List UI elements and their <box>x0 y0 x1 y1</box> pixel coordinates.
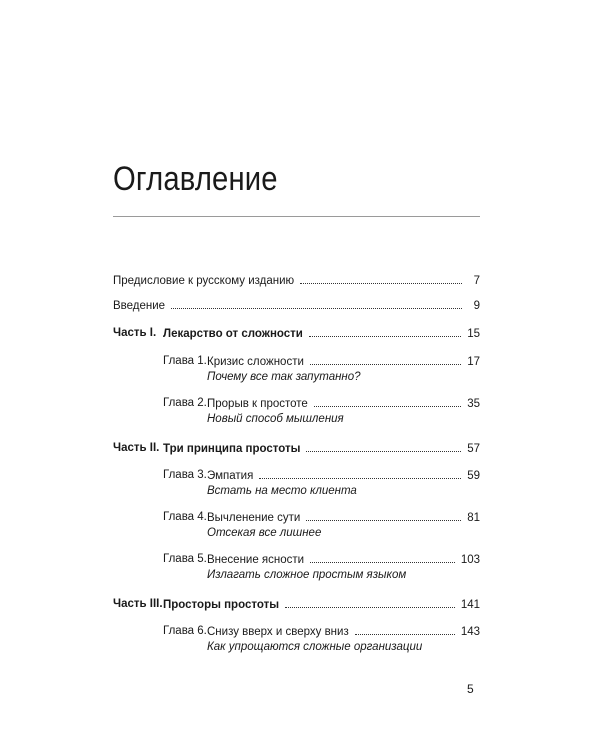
leader-dots <box>285 597 455 608</box>
toc-entry-label: Снизу вверх и сверху вниз <box>207 626 349 638</box>
toc-entry-label: Эмпатия <box>207 470 254 482</box>
toc-entry-part-3[interactable] <box>163 597 480 611</box>
leader-dots <box>310 354 461 365</box>
toc-entry-preface[interactable] <box>113 273 480 287</box>
leader-dots <box>309 326 461 337</box>
toc-entry-page: 103 <box>460 554 480 566</box>
toc-entry-label: Лекарство от сложности <box>163 328 303 340</box>
toc-entry-label: Три принципа простоты <box>163 443 301 455</box>
chapter-number: Глава 1. <box>163 355 207 367</box>
chapter-number: Глава 2. <box>163 397 207 409</box>
chapter-subtitle: Как упрощаются сложные организации <box>207 641 423 653</box>
leader-dots <box>310 552 455 563</box>
chapter-subtitle: Новый способ мышления <box>207 413 344 425</box>
toc-entry-page: 141 <box>460 599 480 611</box>
chapter-subtitle: Встать на место клиента <box>207 485 357 497</box>
chapter-number: Глава 3. <box>163 469 207 481</box>
toc-entry-label: Прорыв к простоте <box>207 398 308 410</box>
toc-entry-page: 143 <box>460 626 480 638</box>
part-number: Часть III. <box>113 598 163 610</box>
toc-entry-chapter-1[interactable] <box>207 354 480 368</box>
toc-entry-part-2[interactable] <box>163 441 480 455</box>
toc-entry-label: Кризис сложности <box>207 356 304 368</box>
toc-entry-label: Предисловие к русскому изданию <box>113 275 295 287</box>
title-rule <box>113 216 480 217</box>
toc-entry-label: Вычленение сути <box>207 512 301 524</box>
leader-dots <box>306 510 461 521</box>
chapter-subtitle: Почему все так запутанно? <box>207 371 361 383</box>
toc-entry-page: 81 <box>467 512 480 524</box>
toc-entry-label: Введение <box>113 300 166 312</box>
leader-dots <box>171 298 462 309</box>
chapter-subtitle: Излагать сложное простым языком <box>207 569 407 581</box>
toc-entry-part-1[interactable] <box>163 326 480 340</box>
toc-entry-introduction[interactable] <box>113 298 480 312</box>
leader-dots <box>306 441 461 452</box>
part-number: Часть I. <box>113 327 157 339</box>
chapter-number: Глава 6. <box>163 625 207 637</box>
toc-entry-page: 57 <box>467 443 480 455</box>
toc-entry-chapter-3[interactable] <box>207 468 480 482</box>
toc-entry-page: 59 <box>467 470 480 482</box>
leader-dots <box>300 273 462 284</box>
chapter-number: Глава 5. <box>163 553 207 565</box>
toc-entry-page: 15 <box>467 328 480 340</box>
toc-entry-page: 9 <box>473 300 480 312</box>
toc-entry-chapter-4[interactable] <box>207 510 480 524</box>
leader-dots <box>355 624 455 635</box>
chapter-subtitle: Отсекая все лишнее <box>207 527 322 539</box>
toc-entry-page: 35 <box>467 398 480 410</box>
page-title: Оглавление <box>113 160 278 198</box>
part-number: Часть II. <box>113 442 160 454</box>
toc-entry-chapter-2[interactable] <box>207 396 480 410</box>
toc-entry-label: Просторы простоты <box>163 599 280 611</box>
toc-entry-page: 17 <box>467 356 480 368</box>
toc-entry-chapter-6[interactable] <box>207 624 480 638</box>
toc-entry-chapter-5[interactable] <box>207 552 480 566</box>
toc-entry-page: 7 <box>473 275 480 287</box>
page-number: 5 <box>467 682 474 696</box>
leader-dots <box>314 396 461 407</box>
leader-dots <box>259 468 461 479</box>
toc-entry-label: Внесение ясности <box>207 554 305 566</box>
chapter-number: Глава 4. <box>163 511 207 523</box>
